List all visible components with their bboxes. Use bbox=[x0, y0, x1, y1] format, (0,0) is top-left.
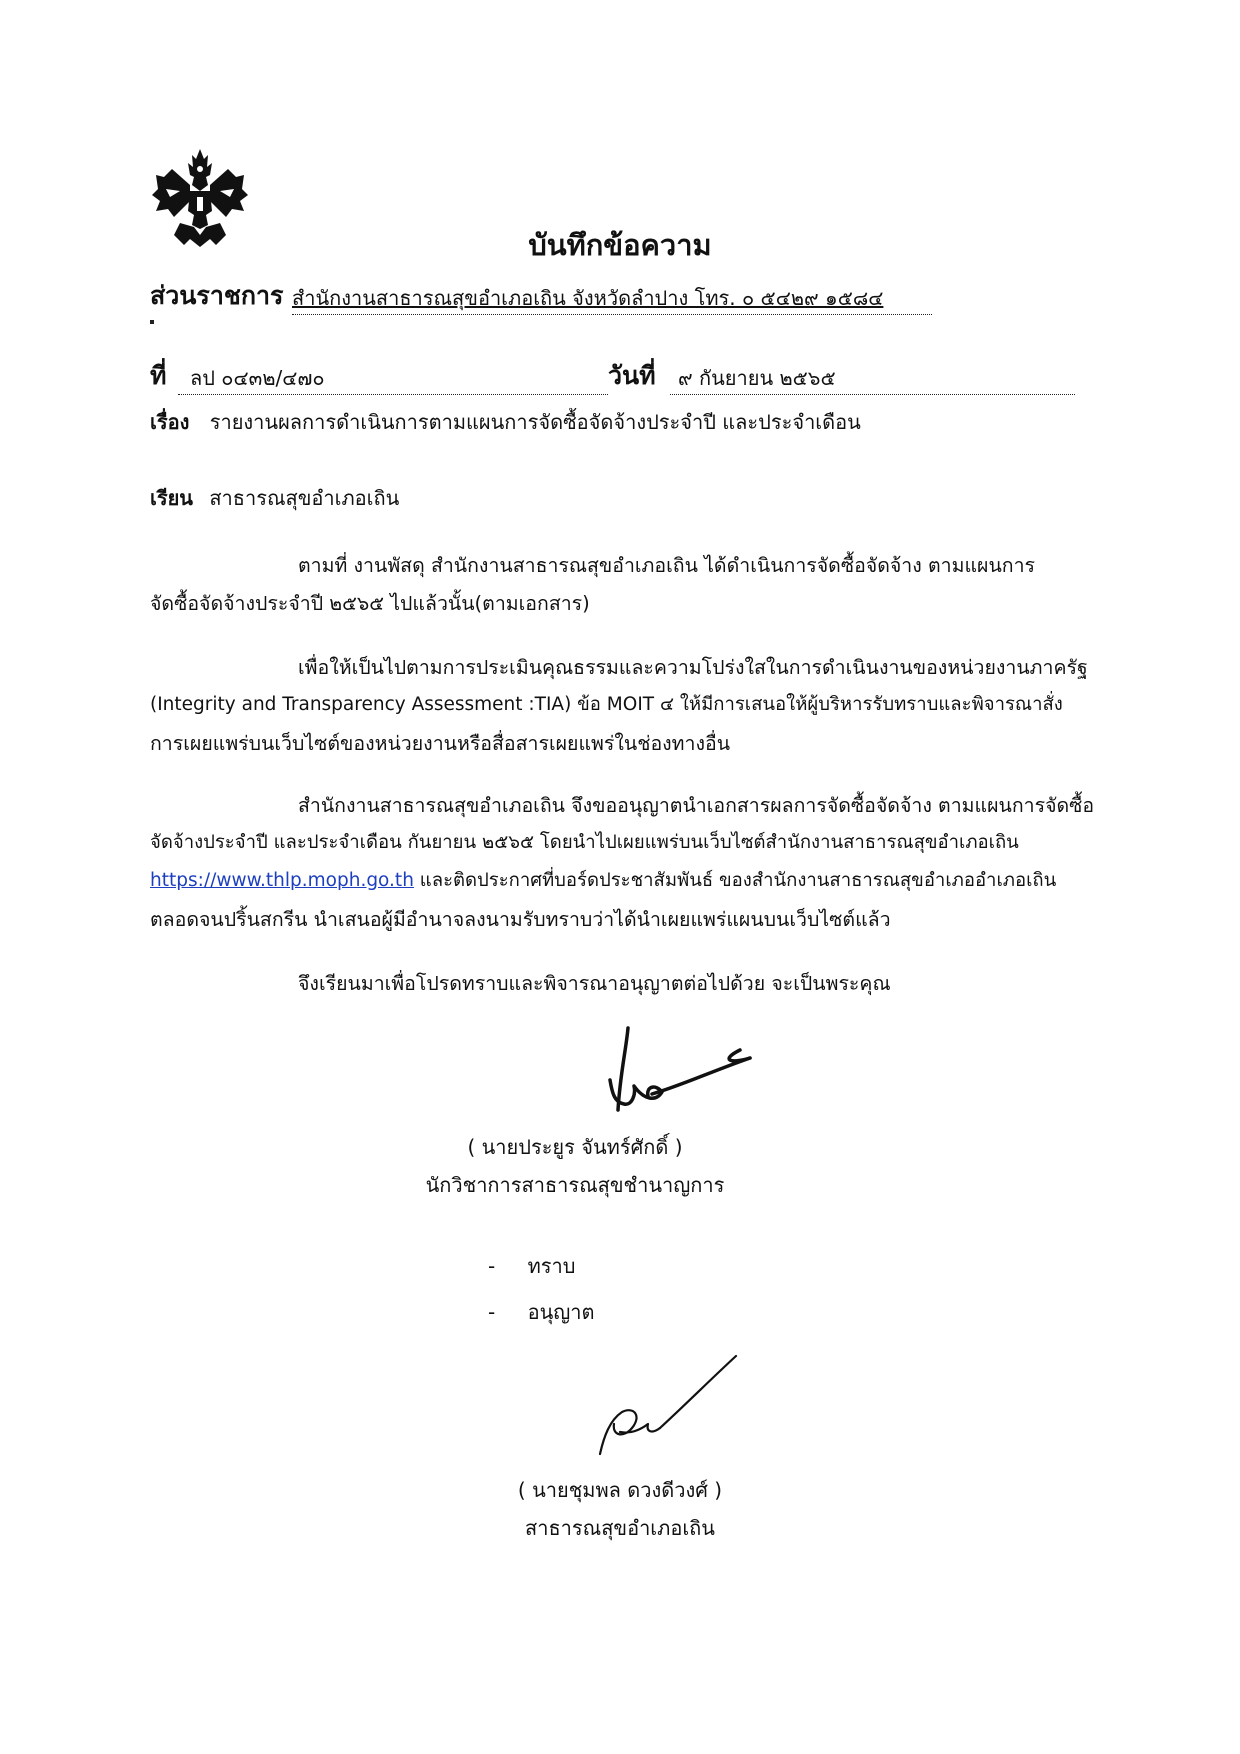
date-field bbox=[670, 362, 1075, 395]
ref-field bbox=[178, 362, 608, 395]
salutation-row bbox=[150, 482, 399, 514]
website-link[interactable]: https://www.thlp.moph.go.th bbox=[150, 870, 414, 891]
signature-1 bbox=[600, 1020, 760, 1120]
option-permit bbox=[488, 1296, 595, 1328]
subject-value: รายงานผลการดำเนินการตามแผนการจัดซื้อจัดจ้างประจำปี และประจำเดือน bbox=[209, 410, 861, 434]
option-bullet: - bbox=[488, 1254, 496, 1278]
ref-value: ลป ๐๔๓๒/๔๗๐ bbox=[190, 366, 325, 390]
signer-2-position: สาธารณสุขอำเภอเถิน bbox=[525, 1516, 715, 1540]
subject-row bbox=[150, 406, 861, 438]
paragraph-2-line-2: (Integrity and Transparency Assessment :TIA) ข้อ MOIT ๔ ให้มีการเสนอให้ผู้บริหารรับทราบและพิจารณาสั่ง bbox=[150, 694, 1063, 715]
signer-1-position: นักวิชาการสาธารณสุขชำนาญการ bbox=[425, 1173, 725, 1197]
paragraph-3-line-2: จัดจ้างประจำปี และประจำเดือน กันยายน ๒๕๖๕ โดยนำไปเผยแพร่บนเว็บไซต์สำนักงานสาธารณสุขอำเภอเถิน bbox=[150, 832, 1019, 853]
to-value: สาธารณสุขอำเภอเถิน bbox=[209, 486, 400, 510]
option-bullet: - bbox=[488, 1300, 496, 1324]
signer-2-name: ( นายชุมพล ดวงดีวงศ์ ) bbox=[517, 1478, 723, 1502]
option-acknowledge bbox=[488, 1250, 575, 1282]
option-label: อนุญาต bbox=[527, 1300, 595, 1324]
memo-title: บันทึกข้อความ bbox=[528, 228, 712, 262]
paragraph-2-line-1: เพื่อให้เป็นไปตามการประเมินคุณธรรมและความโปร่งใสในการดำเนินงานของหน่วยงานภาครัฐ bbox=[298, 656, 1088, 679]
date-label: วันที่ bbox=[608, 361, 656, 390]
paragraph-1-line-2: จัดซื้อจัดจ้างประจำปี ๒๕๖๕ ไปแล้วนั้น(ตามเอกสาร) bbox=[150, 592, 590, 615]
signature-2 bbox=[560, 1350, 740, 1460]
closing-line: จึงเรียนมาเพื่อโปรดทราบและพิจารณาอนุญาตต่อไปด้วย จะเป็นพระคุณ bbox=[298, 972, 891, 995]
paragraph-1-line-1: ตามที่ งานพัสดุ สำนักงานสาธารณสุขอำเภอเถิน ได้ดำเนินการจัดซื้อจัดจ้าง ตามแผนการ bbox=[298, 554, 1036, 577]
paragraph-3-line-3-rest: และติดประกาศที่บอร์ดประชาสัมพันธ์ ของสำนักงานสาธารณสุขอำเภออำเภอเถิน bbox=[413, 870, 1057, 891]
paragraph-3-line-3 bbox=[150, 866, 1056, 895]
date-value: ๙ กันยายน ๒๕๖๕ bbox=[678, 366, 836, 390]
subject-label: เรื่อง bbox=[150, 410, 190, 434]
paragraph-3-line-4: ตลอดจนปริ้นสกรีน นำเสนอผู้มีอำนาจลงนามรับทราบว่าได้นำเผยแพร่แผนบนเว็บไซต์แล้ว bbox=[150, 908, 891, 931]
dot-mark bbox=[150, 320, 154, 324]
signer-1-name: ( นายประยูร จันทร์ศักดิ์ ) bbox=[467, 1135, 683, 1159]
agency-row bbox=[150, 276, 283, 316]
to-label: เรียน bbox=[150, 486, 193, 510]
option-label: ทราบ bbox=[527, 1254, 576, 1278]
agency-label: ส่วนราชการ bbox=[150, 281, 284, 310]
ref-label: ที่ bbox=[150, 361, 167, 390]
paragraph-2-line-3: การเผยแพร่บนเว็บไซต์ของหน่วยงานหรือสื่อสารเผยแพร่ในช่องทางอื่น bbox=[150, 732, 731, 755]
agency-value: สำนักงานสาธารณสุขอำเภอเถิน จังหวัดลำปาง โทร. ๐ ๕๔๒๙ ๑๕๘๔ bbox=[292, 286, 884, 310]
paragraph-3-line-1: สำนักงานสาธารณสุขอำเภอเถิน จึงขออนุญาตนำเอกสารผลการจัดซื้อจัดจ้าง ตามแผนการจัดซื้อ bbox=[298, 794, 1095, 817]
agency-field bbox=[292, 282, 932, 315]
